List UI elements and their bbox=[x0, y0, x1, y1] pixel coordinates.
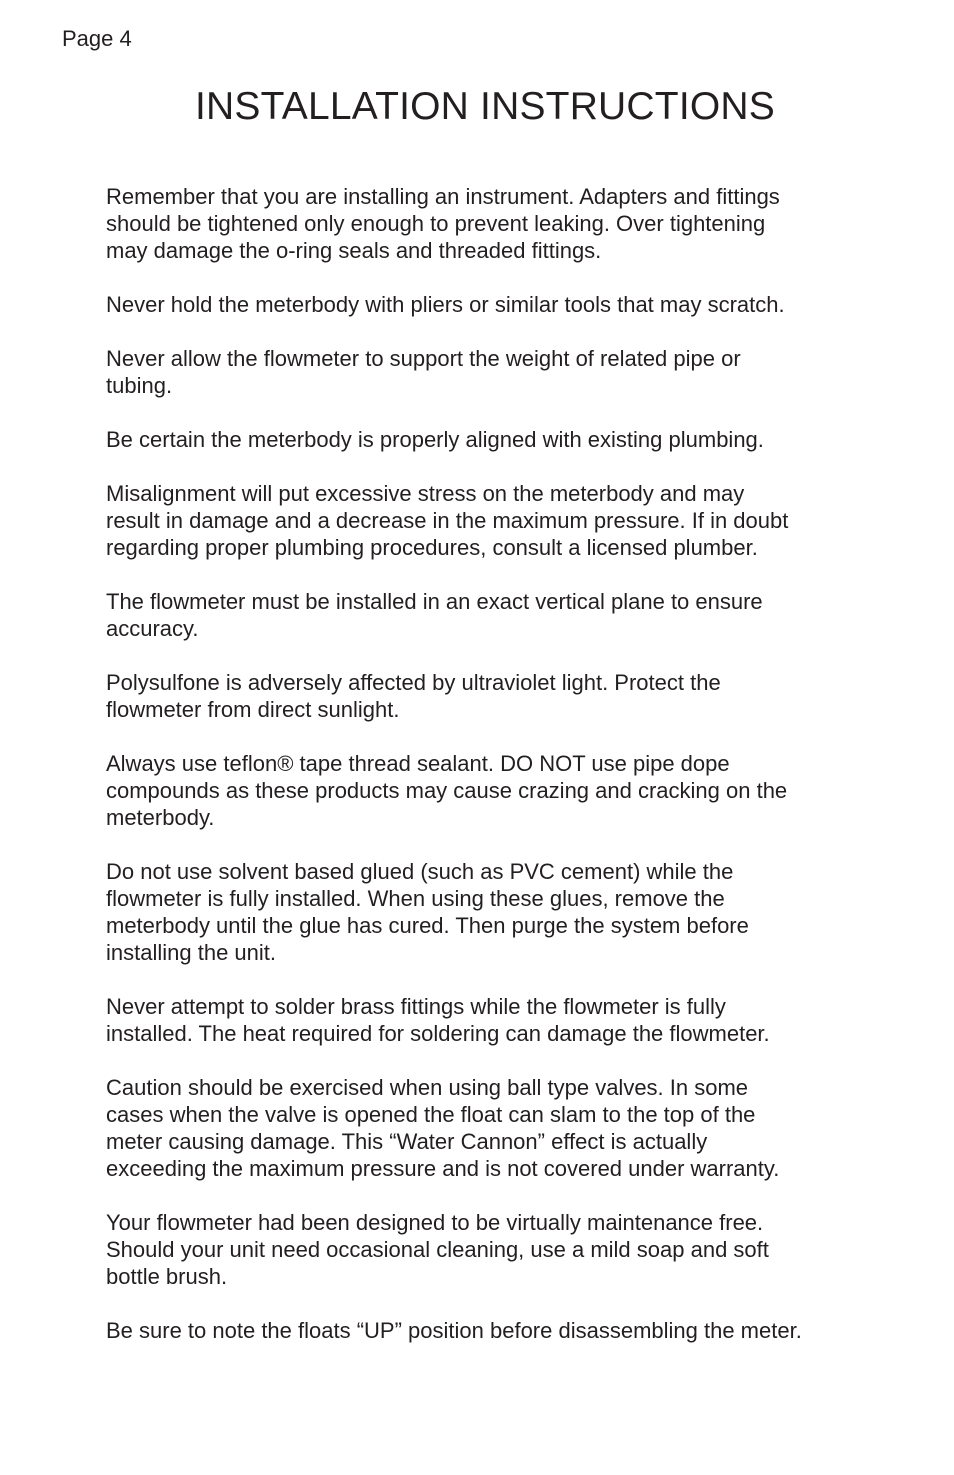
paragraph-alignment: Be certain the meterbody is properly aligned with existing plumbing. bbox=[106, 427, 764, 452]
paragraph-support-weight: Never allow the flowmeter to support the weight of related pipe or tubing. bbox=[106, 346, 741, 398]
paragraph-float-position: Be sure to note the floats “UP” position before disassembling the meter. bbox=[106, 1318, 802, 1343]
paragraph-soldering: Never attempt to solder brass fittings while the flowmeter is fully installed. The heat required for soldering can damage the flowmeter. bbox=[106, 994, 770, 1046]
paragraph-adapters-fittings: Remember that you are installing an instrument. Adapters and fittings should be tightened only enough to prevent leaking. Over tightening may damage the o-ring seals and threaded fittings. bbox=[106, 184, 780, 263]
page-title: INSTALLATION INSTRUCTIONS bbox=[195, 85, 775, 128]
page-number: Page 4 bbox=[62, 26, 132, 51]
paragraph-solvent-glue: Do not use solvent based glued (such as PVC cement) while the flowmeter is fully installed. When using these glues, remove the meterbody until the glue has cured. Then purge the system before installing the unit. bbox=[106, 859, 749, 965]
paragraph-teflon-tape: Always use teflon® tape thread sealant. DO NOT use pipe dope compounds as these products may cause crazing and cracking on the meterbody. bbox=[106, 751, 788, 830]
paragraph-misalignment: Misalignment will put excessive stress on the meterbody and may result in damage and a decrease in the maximum pressure. If in doubt regarding proper plumbing procedures, consult a licensed plumber. bbox=[106, 481, 789, 560]
paragraph-ball-valves: Caution should be exercised when using ball type valves. In some cases when the valve is opened the float can slam to the top of the meter causing damage. This “Water Cannon” effect is actually exceeding the maximum pressure and is not covered under warranty. bbox=[106, 1075, 780, 1181]
paragraph-vertical-plane: The flowmeter must be installed in an exact vertical plane to ensure accuracy. bbox=[106, 589, 763, 641]
paragraph-maintenance: Your flowmeter had been designed to be virtually maintenance free. Should your unit need occasional cleaning, use a mild soap and soft bottle brush. bbox=[106, 1210, 769, 1289]
paragraph-ultraviolet: Polysulfone is adversely affected by ultraviolet light. Protect the flowmeter from direct sunlight. bbox=[106, 670, 721, 722]
instructions-body bbox=[106, 183, 906, 1371]
paragraph-no-pliers: Never hold the meterbody with pliers or similar tools that may scratch. bbox=[106, 292, 785, 317]
